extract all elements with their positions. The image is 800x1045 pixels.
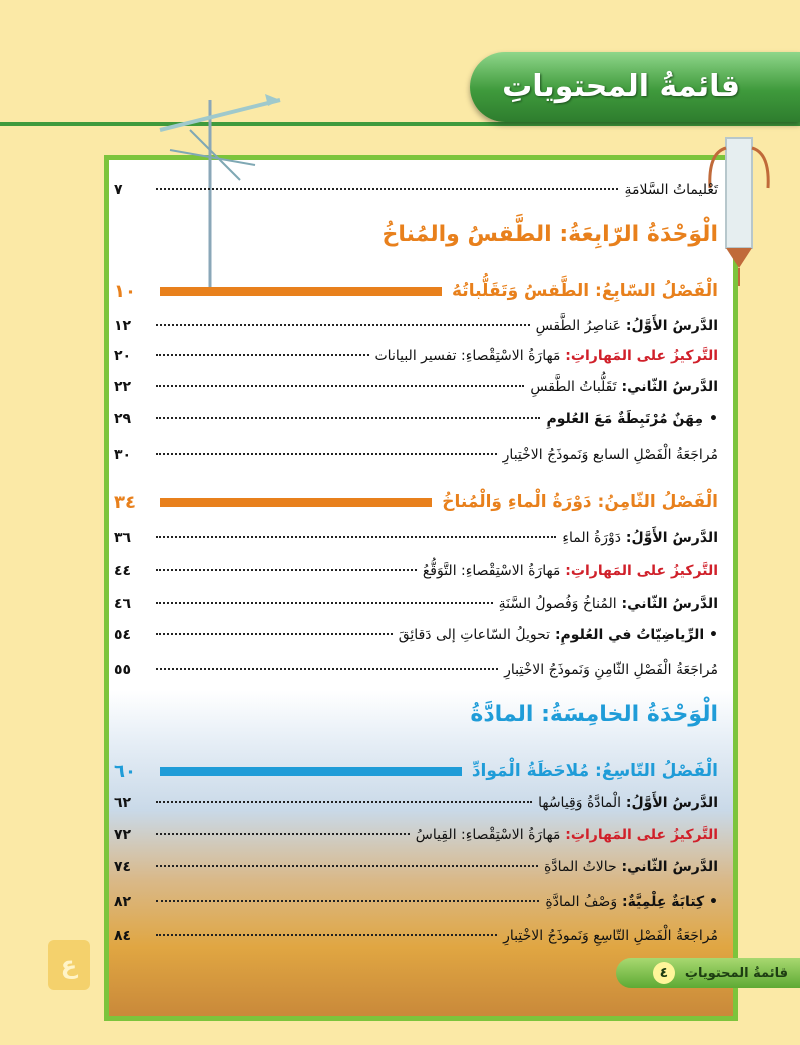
chapter-heading[interactable]: الْفَصْلُ التّاسِعُ: مُلاحَظَةُ الْمَوادِّ ٦٠: [114, 760, 718, 782]
toc-entry[interactable]: الدَّرسُ الأَوَّلُ: الْمادَّةُ وَقِياسُها ٦٢: [114, 795, 718, 811]
toc-entry[interactable]: • كِتابَةٌ عِلْمِيَّةٌ: وَصْفُ المادَّةِ ٨٢: [114, 894, 718, 910]
header-rule: [0, 122, 800, 126]
toc-entry[interactable]: الدَّرسُ الأَوَّلُ: عَناصِرُ الطَّقسِ ١٢: [114, 318, 718, 334]
toc-entry[interactable]: الدَّرسُ الثّاني: تَقَلُّباتُ الطَّقسِ ٢٢: [114, 379, 718, 395]
toc-entry[interactable]: الدَّرسُ الثّاني: المُناخُ وَفُصولُ السَّنَةِ ٤٦: [114, 596, 718, 612]
toc-entry[interactable]: التَّركيزُ على المَهاراتِ: مَهارَةُ الاسْتِقْصاءِ: تفسير البيانات ٢٠: [114, 348, 718, 364]
toc-entry[interactable]: •مِهَنٌ مُرْتَبِطَةٌ مَعَ العُلومِ ٢٩: [114, 411, 718, 427]
toc-entry[interactable]: التَّركيزُ على المَهاراتِ: مَهارَةُ الاسْتِقْصاءِ: التَّوَقُّعُ ٤٤: [114, 563, 718, 579]
toc-entry[interactable]: مُراجَعَةُ الْفَصْلِ التّاسِعِ وَنَموذَجُ الاخْتِبارِ ٨٤: [114, 928, 718, 944]
unit-title: الْوَحْدَةُ الرّابِعَةُ: الطَّقسُ والمُناخُ: [382, 222, 718, 247]
toc-entry[interactable]: مُراجَعَةُ الْفَصْلِ الثّامِنِ وَنَموذَجُ الاخْتِبارِ ٥٥: [114, 662, 718, 678]
toc-entry-safety[interactable]: تَعْليماتُ السَّلامَةِ ٧: [114, 182, 718, 198]
chapter-bar: [160, 287, 442, 296]
chapter-heading[interactable]: الْفَصْلُ السّابِعُ: الطَّقسُ وَتَقَلُّباتُهُ ١٠: [114, 280, 718, 302]
page-title: قائمةُ المحتوياتِ: [502, 69, 740, 104]
toc-entry[interactable]: • الرِّياضِيّاتُ في العُلومِ: تحويلُ السّاعاتِ إلى دَقائِقَ ٥٤: [114, 627, 718, 643]
footer-label: قائمةُ المحتوياتِ: [684, 965, 788, 981]
unit-title: الْوَحْدَةُ الخامِسَةُ: المادَّةُ: [470, 702, 718, 727]
toc-entry[interactable]: مُراجَعَةُ الْفَصْلِ السابع وَنَموذَجُ الاخْتِبارِ ٣٠: [114, 447, 718, 463]
publisher-logo: ع: [48, 940, 90, 990]
chapter-heading[interactable]: الْفَصْلُ الثّامِنُ: دَوْرَةُ الْماءِ وَالْمُناخُ ٣٤: [114, 491, 718, 513]
toc-entry[interactable]: الدَّرسُ الأَوَّلُ: دَوْرَةُ الماءِ ٣٦: [114, 530, 718, 546]
toc-entry[interactable]: الدَّرسُ الثّاني: حالاتُ المادَّةِ ٧٤: [114, 859, 718, 875]
page-number: ٤: [653, 962, 675, 984]
leader-dots: [156, 188, 618, 190]
header-band: [470, 52, 800, 122]
toc-entry[interactable]: التَّركيزُ على المَهاراتِ: مَهارَةُ الاسْتِقْصاءِ: القِياسُ ٧٢: [114, 827, 718, 843]
footer-band: [616, 958, 800, 988]
